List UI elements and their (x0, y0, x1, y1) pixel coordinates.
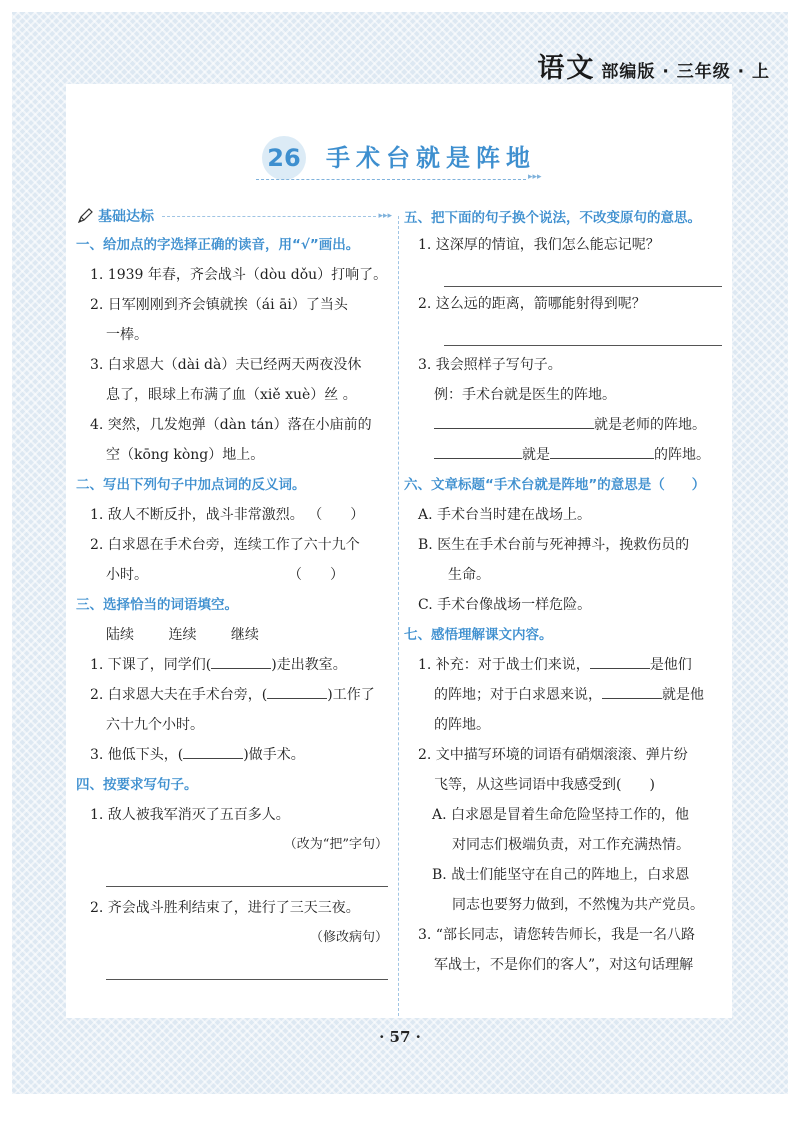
section-6-heading: 六、文章标题“手术台就是阵地”的意思是（ ） (404, 477, 706, 493)
s7-q2-option-a-cont: 对同志们极端负责，对工作充满热情。 (452, 837, 690, 853)
title-arrows-icon: ▸▸▸ (528, 172, 542, 182)
book-header (537, 46, 770, 85)
s7-q2-option-b: B. 战士们能坚守在自己的阵地上，白求恩 (432, 867, 690, 883)
s5-example: 例：手术台就是医生的阵地。 (434, 387, 616, 403)
s7-q1: 1. 补充：对于战士们来说， 是他们 (418, 657, 692, 673)
s7-q1-blank-a[interactable] (590, 668, 650, 669)
section-7-heading: 七、感悟理解课文内容。 (404, 627, 553, 643)
left-column (76, 206, 392, 980)
chevrons-icon: ▸▸▸ (378, 211, 392, 221)
section-5-heading: 五、把下面的句子换个说法，不改变原句的意思。 (404, 210, 701, 226)
s7-q1-cont-2: 的阵地。 (434, 717, 490, 733)
section-2-heading: 二、写出下列句子中加点词的反义词。 (76, 477, 306, 493)
s7-q1-cont: 的阵地；对于白求恩来说， 就是他 (434, 687, 704, 703)
s4-q2-note: （修改病句） (309, 930, 388, 945)
s7-q2-option-a: A. 白求恩是冒着生命危险坚持工作的，他 (432, 807, 690, 823)
s2-q2-cont: 小时。 （ ） (106, 567, 344, 583)
s4-q1-answer-line[interactable] (106, 860, 388, 887)
section-4-heading: 四、按要求写句子。 (76, 777, 198, 793)
s7-q1-blank-b[interactable] (602, 698, 662, 699)
section-3-heading: 三、选择恰当的词语填空。 (76, 597, 238, 613)
s1-q2-cont: 一棒。 (106, 327, 148, 343)
s6-option-a: A. 手术台当时建在战场上。 (418, 507, 592, 523)
s3-word-options: 陆续 连续 继续 (106, 627, 259, 643)
s1-q3: 3. 白求恩大（dài dà）夫已经两天两夜没休 (90, 357, 362, 373)
s5-fill-1-blank[interactable] (434, 428, 594, 429)
s2-q1: 1. 敌人不断反扑，战斗非常激烈。 （ ） (90, 507, 365, 523)
basic-header (76, 206, 392, 226)
s6-option-c: C. 手术台像战场一样危险。 (418, 597, 592, 613)
right-column (404, 206, 726, 980)
lesson-number: 26 (262, 136, 306, 180)
column-divider (398, 216, 399, 1016)
s3-q1-blank[interactable] (211, 668, 271, 669)
s1-q2: 2. 日军刚刚到齐会镇就挨（ái āi）了当头 (90, 297, 348, 313)
s5-q1: 1. 这深厚的情谊，我们怎么能忘记呢？ (418, 237, 660, 253)
s1-q4-cont: 空（kōng kòng）地上。 (106, 447, 265, 463)
title-underline (256, 179, 526, 180)
s3-q2: 2. 白求恩大夫在手术台旁，( )工作了 (90, 687, 375, 703)
s5-fill-1: 就是老师的阵地。 (404, 410, 726, 440)
s7-q3-cont: 军战士，不是你们的客人”，对这句话理解 (434, 957, 694, 973)
s5-q2-answer-line[interactable] (444, 319, 722, 346)
section-1-heading: 一、给加点的字选择正确的读音，用“√”画出。 (76, 237, 360, 253)
s5-q3: 3. 我会照样子写句子。 (418, 357, 562, 373)
pencil-icon (76, 207, 94, 225)
header-subject: 语文 (537, 53, 596, 84)
s3-q3: 3. 他低下头，( )做手术。 (90, 747, 305, 763)
s3-q2-cont: 六十九个小时。 (106, 717, 204, 733)
s3-q2-blank[interactable] (267, 698, 327, 699)
s5-q1-answer-line[interactable] (444, 260, 722, 287)
s4-q2: 2. 齐会战斗胜利结束了，进行了三天三夜。 (90, 900, 360, 916)
worksheet-page (66, 84, 732, 1018)
s1-q4: 4. 突然，几发炮弹（dàn tán）落在小庙前的 (90, 417, 372, 433)
s4-q1-note: （改为“把”字句） (283, 837, 388, 852)
s2-q2: 2. 白求恩在手术台旁，连续工作了六十九个 (90, 537, 360, 553)
page-number: · 57 · (379, 1028, 421, 1046)
basic-label: 基础达标 (98, 209, 154, 225)
s6-option-b: B. 医生在手术台前与死神搏斗，挽救伤员的 (418, 537, 690, 553)
lesson-title-text: 手术台就是阵地 (326, 144, 536, 172)
s3-q1: 1. 下课了，同学们( )走出教室。 (90, 657, 347, 673)
s7-q2-cont: 飞等，从这些词语中我感受到( ) (434, 777, 655, 793)
s7-q3: 3. “部长同志，请您转告师长，我是一名八路 (418, 927, 695, 943)
s5-q2: 2. 这么远的距离，箭哪能射得到呢？ (418, 296, 646, 312)
s1-q1: 1. 1939 年春，齐会战斗（dòu dǒu）打响了。 (90, 267, 388, 283)
s4-q1: 1. 敌人被我军消灭了五百多人。 (90, 807, 290, 823)
header-edition: 部编版 · 三年级 · 上 (601, 62, 770, 82)
s7-q2: 2. 文中描写环境的词语有硝烟滚滚、弹片纷 (418, 747, 688, 763)
s3-q3-blank[interactable] (183, 758, 243, 759)
s5-fill-2-blank-a[interactable] (434, 458, 522, 459)
s7-q2-option-b-cont: 同志也要努力做到，不然愧为共产党员。 (452, 897, 704, 913)
s5-fill-2: 就是 的阵地。 (404, 440, 726, 470)
lesson-title (66, 136, 732, 180)
s4-q2-answer-line[interactable] (106, 953, 388, 980)
s5-fill-2-blank-b[interactable] (550, 458, 654, 459)
s1-q3-cont: 息了，眼球上布满了血（xiě xuè）丝 。 (106, 387, 357, 403)
s6-option-b-cont: 生命。 (448, 567, 490, 583)
